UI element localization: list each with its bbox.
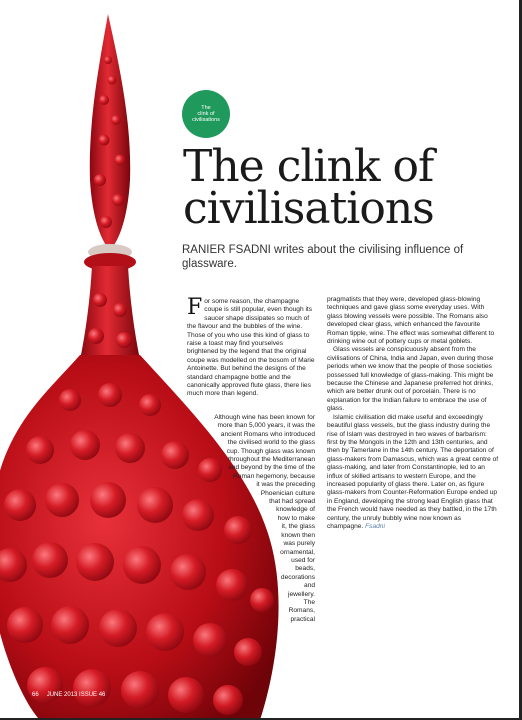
shaped-text-line: cup. Though glass was known	[226, 447, 315, 455]
shaped-text-line: The	[303, 598, 315, 606]
shaped-text-line: and beyond by the time of the	[228, 464, 315, 472]
shaped-text-line: used for	[291, 556, 315, 564]
article-title: The clink of civilisations	[183, 141, 434, 234]
shaped-text-line: Although wine has been known for	[214, 414, 315, 421]
page-footer	[32, 692, 105, 698]
shaped-text-line: Romans,	[288, 607, 315, 615]
article-column-1-intro: For some reason, the champagne coupe is still popular, even though its saucer shape dissipates so much of the flavour and the bubbles of the wine. Those of you who use this kind of glass to raise a toast may find yourselves brightened by the legend that the original coupe was modelled on the bosom of Marie Antoinette. But behind the designs of the standard champagne bottle and the canonically approved flute glass, there lies much more than legend.	[187, 295, 315, 398]
shaped-text-line: decorations	[280, 573, 315, 581]
shaped-text-line: that had spread	[269, 498, 315, 506]
section-badge: The clink of civilisations	[182, 90, 230, 138]
shaped-text-line: throughout the Mediterranean	[228, 456, 315, 464]
shaped-text-line: it, the glass	[281, 523, 315, 531]
shaped-text-line: jewellery.	[288, 590, 315, 598]
shaped-text-line: how to make	[277, 514, 315, 522]
shaped-text-line: known then	[281, 531, 315, 539]
page-number: 66	[32, 692, 39, 698]
shaped-text-line: Roman hegemony, because	[233, 472, 315, 480]
shaped-text-line: practical	[290, 615, 315, 623]
shaped-text-line: beads,	[295, 565, 315, 573]
shaped-text-line: and	[303, 582, 315, 590]
shaped-text-line: it was the preceding	[256, 481, 315, 489]
article-byline: RANIER FSADNI writes about the civilising influence of glassware.	[182, 244, 464, 270]
paragraph: Glass vessels are conspicuously absent from the civilisations of China, India and Japan, even during those periods when we know that the people of those societies possessed full knowledge of glass-making. This might be because the Chinese and Japanese preferred hot drinks, which are better drunk out of porcelain. There is no explanation for the Indian failure to embrace the use of glass.	[327, 346, 494, 413]
shaped-text-line: the civilised world to the glass	[227, 439, 315, 447]
shaped-text-line: ancient Romans who introduced	[220, 430, 315, 438]
article-column-2	[327, 296, 499, 531]
shaped-text-line: was purely	[283, 540, 315, 548]
shaped-text-line: more than 5,000 years, it was the	[217, 422, 315, 430]
article-column-1-shaped-text	[140, 414, 315, 624]
issue-info: JUNE 2013 ISSUE 46	[46, 692, 106, 698]
paragraph: pragmatists that they were, developed glass-blowing techniques and gave glass some everyday uses. With glass blowing vessels were possible. The Romans also developed clear glass, which enhanced the favourite Roman tipple, wine. The effect was somewhat different to drinking wine out of pottery cups or metal goblets.	[327, 296, 495, 346]
paragraph: Islamic civilisation did make useful and exceedingly beautiful glass vessels, but the glass industry during the rise of Islam was destroyed in two waves of barbarism: first by the Mongols in the 12th and 13th centuries, and then by Tamerlane in the 14th century. The deportation of glass-makers from Damascus, which was a great centre of glass-making, and later from Constantinople, led to an influx of skilled artisans to western Europe, and the increased popularity of glass there. Later on, as figure glass-makers from Counter-Reformation Europe ended up in England, developing the strong lead English glass that the French would have needed as they battled, in the 17th century, the unruly bubbly wine now known as champagne. Fsadni	[327, 413, 499, 530]
shaped-text-line: ornamental,	[280, 548, 315, 556]
author-signoff: Fsadni	[365, 522, 385, 530]
shaped-text-line: Phoenician culture	[260, 489, 315, 497]
shaped-text-line: knowledge of	[276, 506, 315, 514]
drop-cap: F	[187, 295, 203, 320]
